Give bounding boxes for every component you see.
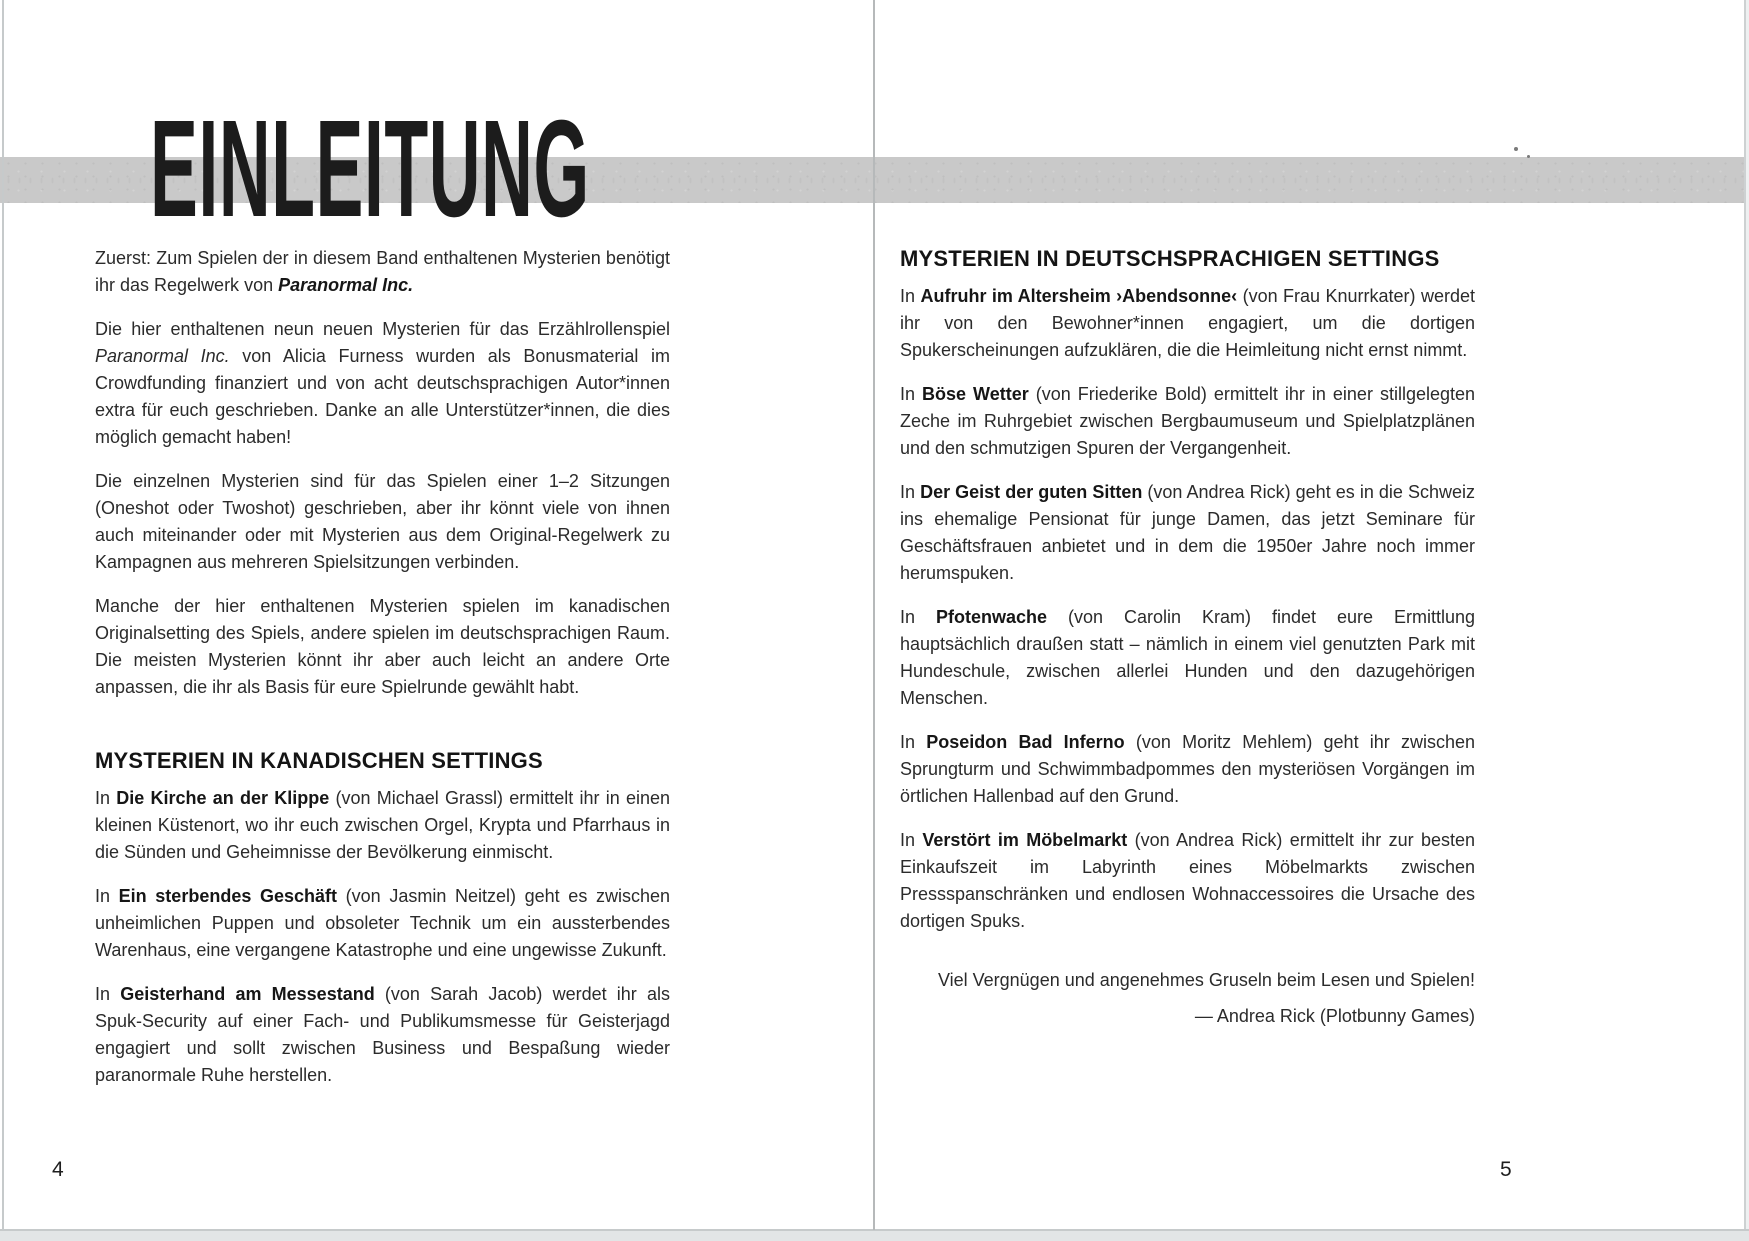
mystery-entry: [95, 883, 670, 964]
noise-speck: [1514, 147, 1518, 151]
entry-text: (von Jasmin Neitzel) geht es zwischen unheimlichen Puppen und obsoleter Technik um ein aussterbendes Warenhaus, eine vergangene Katastrophe und eine ungewisse Zukunft.: [95, 886, 670, 960]
entry-text: (von Andrea Rick) ermittelt ihr zur besten Einkaufszeit im Labyrinth eines Möbelmarkts zwischen Pressspanschränken und endlosen Wohnaccessoires die Ursache des dortigen Spuks.: [900, 830, 1476, 931]
left-page-column: [95, 245, 670, 1106]
page-edge-bottom-fill: [0, 1231, 1749, 1241]
paragraph-text: Die hier enthaltenen neun neuen Mysterien für das Erzählrollenspiel: [95, 319, 670, 339]
page-number-left: 4: [52, 1158, 64, 1181]
mystery-title: Verstört im Möbelmarkt: [922, 830, 1128, 850]
page-number-right: 5: [1500, 1158, 1512, 1181]
entry-text: (von Friederike Bold) ermittelt ihr in einer stillgelegten Zeche im Ruhrgebiet zwischen Bergbaumuseum und Spielplatzplänen und den schmutzigen Spuren der Vergangenheit.: [900, 384, 1476, 458]
mystery-entry: [95, 981, 670, 1089]
chapter-title: EINLEITUNG: [150, 92, 590, 246]
mystery-title: Geisterhand am Messestand: [120, 984, 375, 1004]
mystery-title: Ein sterbendes Geschäft: [118, 886, 338, 906]
mystery-title: Die Kirche an der Klippe: [116, 788, 330, 808]
entry-lead: In: [95, 788, 117, 808]
paragraph-text: Zuerst: Zum Spielen der in diesem Band enthaltenen Mysterien benötigt ihr das Regelwerk von: [95, 248, 670, 295]
entry-lead: In: [900, 830, 923, 850]
mystery-title: Der Geist der guten Sitten: [920, 482, 1143, 502]
entry-text: (von Sarah Jacob) werdet ihr als Spuk-Security auf einer Fach- und Publikumsmesse für Geisterjagd engagiert und sollt zwischen Business und Bespaßung wieder paranormale Ruhe herstellen.: [95, 984, 671, 1085]
mystery-title: Aufruhr im Altersheim ›Abendsonne‹: [920, 286, 1238, 306]
mystery-entry: [900, 604, 1475, 712]
entry-lead: In: [900, 286, 921, 306]
entry-lead: In: [900, 732, 927, 752]
noise-speck: [1527, 155, 1530, 158]
entry-lead: In: [95, 984, 121, 1004]
right-page-column: [900, 245, 1475, 1030]
intro-paragraph: [95, 316, 670, 451]
mystery-entry: [900, 729, 1475, 810]
page-edge-left: [2, 0, 4, 1230]
mystery-entry: [900, 479, 1475, 587]
mystery-entry: [900, 283, 1475, 364]
page-edge-right: [1744, 0, 1746, 1230]
entry-lead: In: [900, 607, 936, 627]
author-byline: — Andrea Rick (Plotbunny Games): [1194, 1006, 1475, 1026]
intro-paragraph: Manche der hier enthaltenen Mysterien spielen im kanadischen Originalsetting des Spiels, andere spielen im deutschsprachigen Raum. Die meisten Mysterien könnt ihr aber auch leicht an andere Orte anpassen, die ihr als Basis für eure Spielrunde gewählt habt.: [95, 596, 670, 697]
page-gutter-line: [873, 0, 875, 1230]
game-brand-name: Paranormal Inc.: [95, 346, 230, 366]
intro-paragraph: [95, 245, 670, 299]
entry-text: (von Frau Knurrkater) werdet ihr von den Bewohner*innen engagiert, um die dortigen Spukerscheinungen aufzuklären, die die Heimleitung nicht ernst nimmt.: [900, 286, 1476, 360]
mystery-title: Pfotenwache: [936, 607, 1048, 627]
section-heading-german: MYSTERIEN IN DEUTSCHSPRACHIGEN SETTINGS: [900, 246, 1440, 271]
mystery-entry: [900, 827, 1475, 935]
paragraph-text: von Alicia Furness wurden als Bonusmaterial im Crowdfunding finanziert und von acht deutschsprachigen Autor*innen extra für euch geschrieben. Danke an alle Unterstützer*innen, die dies möglich gemacht haben!: [95, 346, 670, 447]
entry-text: (von Moritz Mehlem) geht ihr zwischen Sprungturm und Schwimmbadpommes den mysteriösen Vorgängen im örtlichen Hallenbad auf den Grund.: [900, 732, 1476, 806]
closing-line: Viel Vergnügen und angenehmes Gruseln beim Lesen und Spielen!: [937, 970, 1475, 990]
entry-lead: In: [900, 482, 921, 502]
game-brand-name: Paranormal Inc.: [278, 275, 414, 295]
entry-lead: In: [900, 384, 923, 404]
entry-text: (von Michael Grassl) ermittelt ihr in einen kleinen Küstenort, wo ihr euch zwischen Orgel, Krypta und Pfarrhaus in die Sünden und Geheimnisse der Bevölkerung einmischt.: [95, 788, 670, 862]
entry-text: (von Andrea Rick) geht es in die Schweiz ins ehemalige Pensionat für junge Damen, das jetzt Seminare für Geschäftsfrauen anbietet und in dem die 1950er Jahre noch immer herumspuken.: [900, 482, 1475, 583]
entry-text: (von Carolin Kram) findet eure Ermittlung hauptsächlich draußen statt – nämlich in einem viel genutzten Park mit Hundeschule, zwischen allerlei Hunden und den dazugehörigen Menschen.: [900, 607, 1476, 708]
mystery-entry: [95, 785, 670, 866]
intro-paragraph: Die einzelnen Mysterien sind für das Spielen einer 1–2 Sitzungen (Oneshot oder Twoshot) geschrieben, aber ihr könnt viele von ihnen auch miteinander oder mit Mysterien aus dem Original-Regelwerk zu Kampagnen aus mehreren Spielsitzungen verbinden.: [95, 471, 670, 572]
section-heading-canadian: MYSTERIEN IN KANADISCHEN SETTINGS: [95, 748, 543, 773]
mystery-title: Poseidon Bad Inferno: [926, 732, 1125, 752]
mystery-entry: [900, 381, 1475, 462]
mystery-title: Böse Wetter: [922, 384, 1029, 404]
entry-lead: In: [95, 886, 119, 906]
